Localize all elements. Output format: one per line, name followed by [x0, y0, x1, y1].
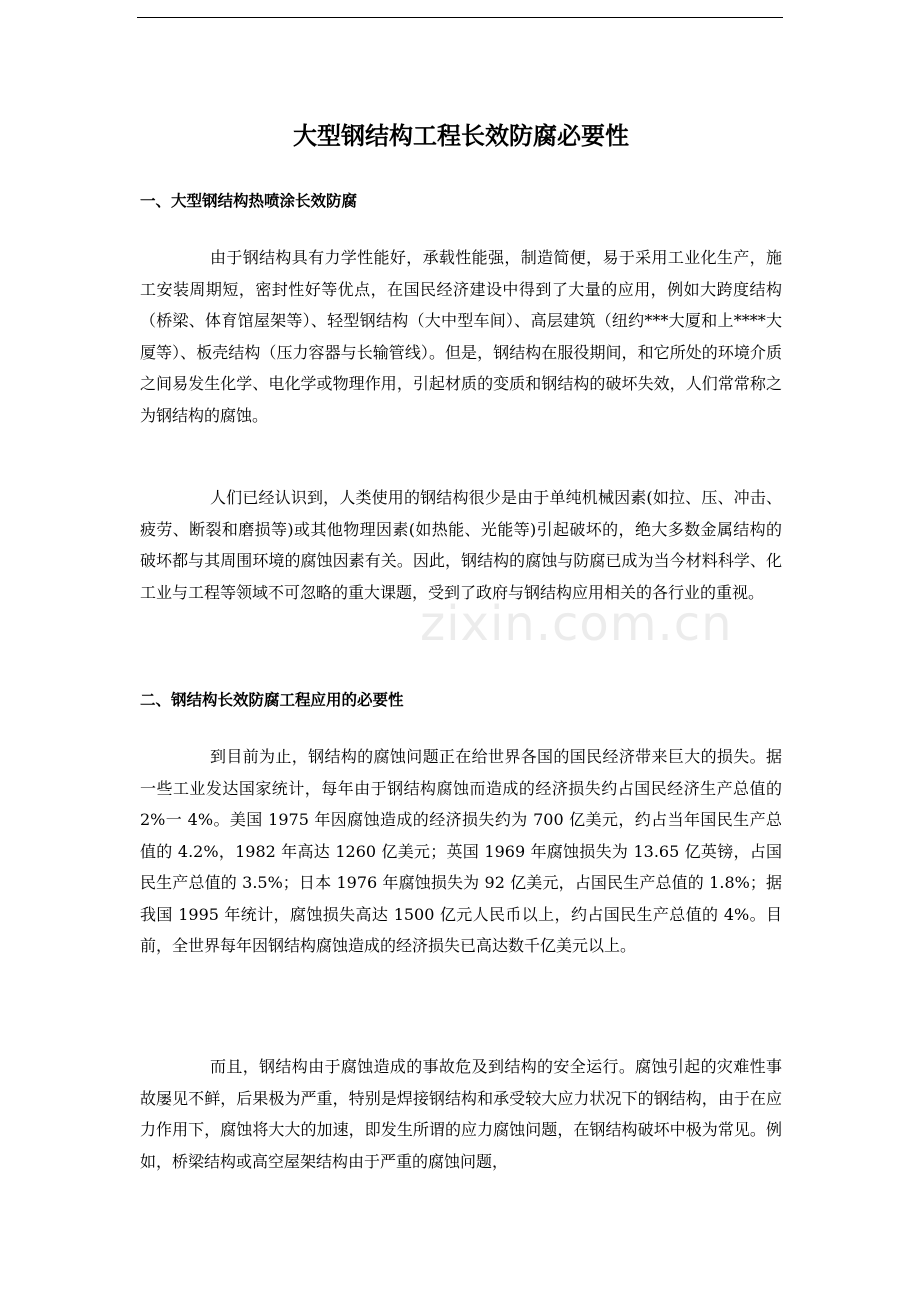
watermark: zixin.com.cn [420, 596, 733, 652]
paragraph: 由于钢结构具有力学性能好，承载性能强，制造简便，易于采用工业化生产，施工安装周期短，密封性好等优点，在国民经济建设中得到了大量的应用，例如大跨度结构（桥梁、体育馆屋架等）、轻型钢结构（大中型车间）、高层建筑（纽约***大厦和上****大厦等）、板壳结构（压力容器与长输管线）。但是，钢结构在服役期间，和它所处的环境介质之间易发生化学、电化学或物理作用，引起材质的变质和钢结构的破坏失效，人们常常称之为钢结构的腐蚀。 [140, 248, 782, 425]
paragraph: 人们已经认识到，人类使用的钢结构很少是由于单纯机械因素(如拉、压、冲击、疲劳、断裂和磨损等)或其他物理因素(如热能、光能等)引起破坏的，绝大多数金属结构的破坏都与其周围环境的腐蚀因素有关。因此，钢结构的腐蚀与防腐已成为当今材料科学、化工业与工程等领域不可忽略的重大课题，受到了政府与钢结构应用相关的各行业的重视。 [140, 488, 782, 602]
section-heading-1: 一、大型钢结构热喷涂长效防腐 [140, 192, 358, 210]
paragraph: 而且，钢结构由于腐蚀造成的事故危及到结构的安全运行。腐蚀引起的灾难性事故屡见不鲜，后果极为严重，特别是焊接钢结构和承受较大应力状况下的钢结构，由于在应力作用下，腐蚀将大大的加速，即发生所谓的应力腐蚀问题，在钢结构破坏中极为常见。例如，桥梁结构或高空屋架结构由于严重的腐蚀问题， [140, 1057, 782, 1171]
section-heading-2: 二、钢结构长效防腐工程应用的必要性 [140, 691, 404, 709]
paragraph: 到目前为止，钢结构的腐蚀问题正在给世界各国的国民经济带来巨大的损失。据一些工业发达国家统计，每年由于钢结构腐蚀而造成的经济损失约占国民经济生产总值的 2%一 4%。美国 1975 年因腐蚀造成的经济损失约为 700 亿美元，约占当年国民生产总值的 4.2%，1982 年高达 1260 亿美元；英国 1969 年腐蚀损失为 13.65 亿英镑，占国民生产总值的 3.5%；日本 1976 年腐蚀损失为 92 亿美元，占国民生产总值的 1.8%；据我国 1995 年统计，腐蚀损失高达 1500 亿元人民币以上，约占国民生产总值的 4%。目前，全世界每年因钢结构腐蚀造成的经济损失已高达数千亿美元以上。 [140, 747, 782, 955]
header-rule [137, 17, 783, 18]
document-title: 大型钢结构工程长效防腐必要性 [293, 122, 629, 150]
